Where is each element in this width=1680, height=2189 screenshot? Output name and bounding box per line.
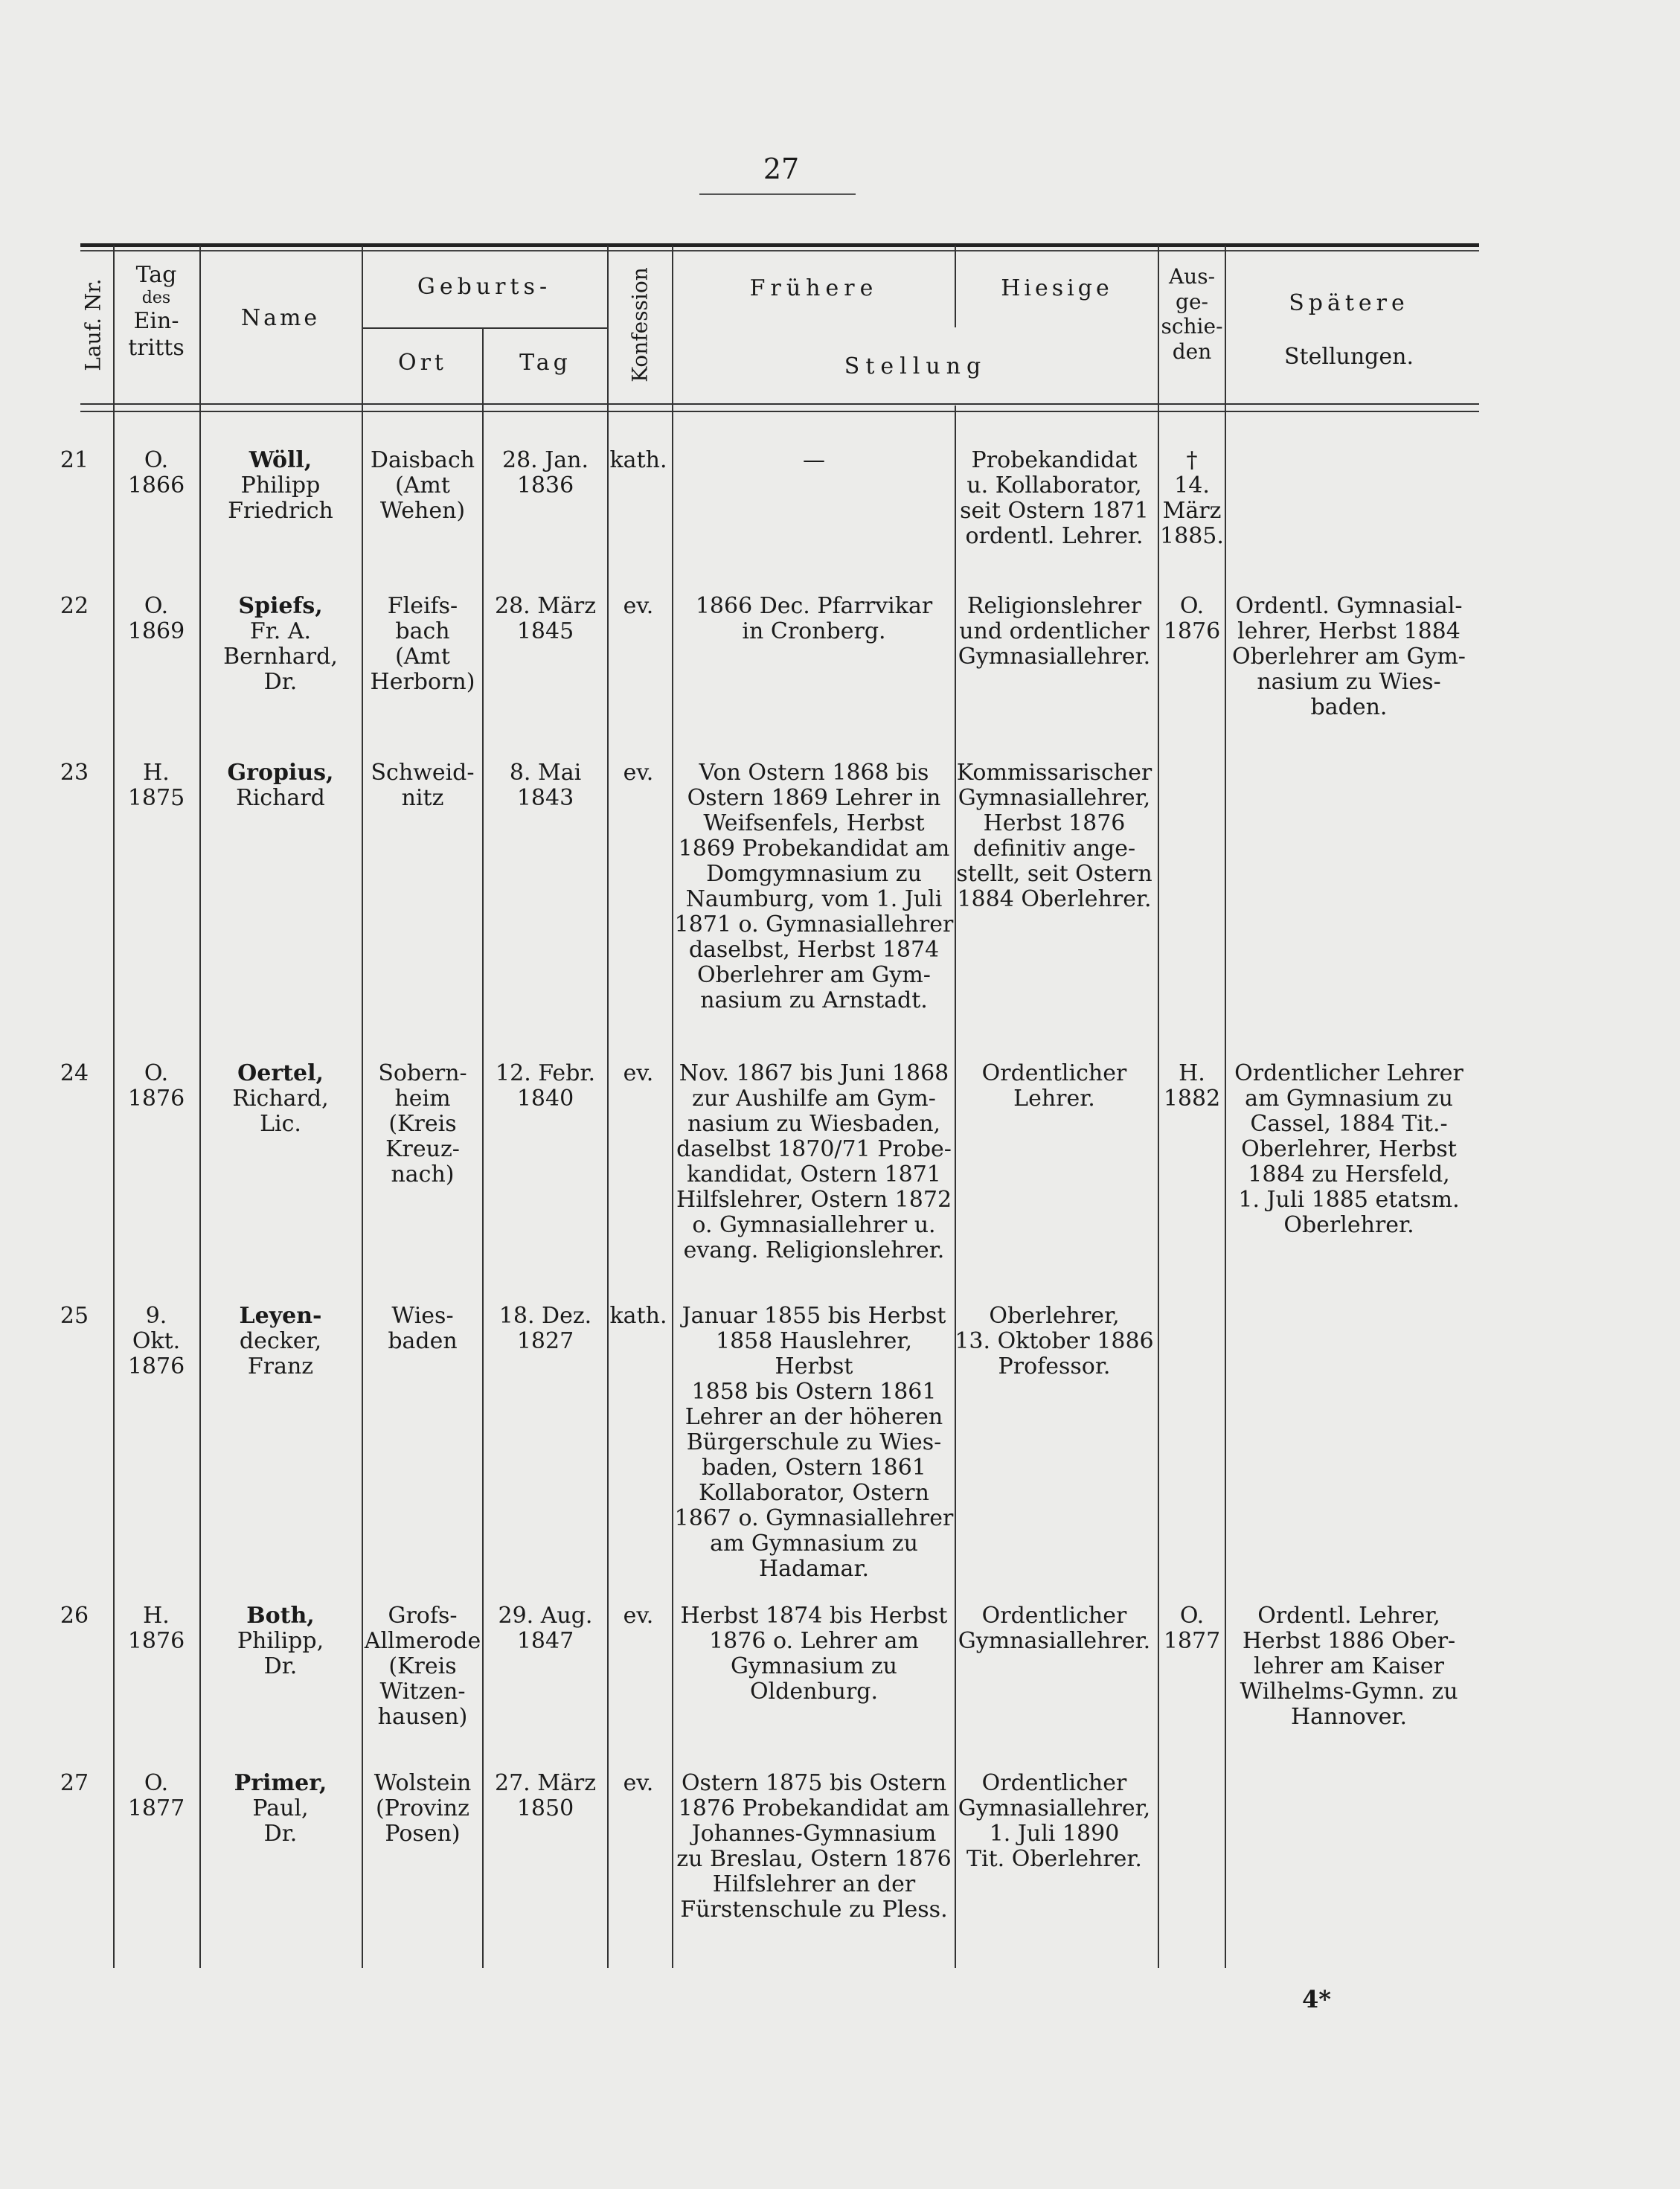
cell-ausgeschieden [1159, 448, 1225, 549]
cell-ort [363, 594, 482, 695]
cell-line: Wolstein [373, 1770, 472, 1796]
cell-line: 1866 Dec. Pfarrvikar [695, 593, 933, 619]
cell-line: Wies- [391, 1303, 454, 1329]
cell-line: daselbst 1870/71 Probe- [676, 1136, 952, 1162]
cell-line: 1. Juli 1890 [989, 1821, 1120, 1847]
cell-tag [484, 760, 607, 811]
cell-line: hausen) [377, 1704, 468, 1730]
cell-spaetere [1226, 1061, 1472, 1238]
cell-line: nach) [391, 1161, 455, 1188]
cell-line: Oberlehrer, Herbst [1241, 1136, 1457, 1162]
cell-line: (Kreis [388, 1111, 457, 1137]
cell-line: 1836 [516, 472, 574, 499]
cell-fruehere [673, 1304, 955, 1582]
cell-line: Herbst 1874 bis Herbst [680, 1603, 948, 1629]
cell-fruehere [673, 1061, 955, 1263]
cell-tag [484, 1304, 607, 1354]
cell-line: 12. Febr. [496, 1060, 595, 1086]
cell-nr [45, 1771, 104, 1796]
cell-ort [363, 760, 482, 811]
cell-line: u. Kollaborator, [966, 472, 1142, 499]
cell-line: zur Aushilfe am Gym- [692, 1086, 936, 1112]
cell-fruehere [673, 1603, 955, 1705]
cell-line: H. [1179, 1060, 1205, 1086]
cell-line: 1850 [516, 1795, 574, 1821]
cell-line: Herborn) [370, 669, 475, 695]
cell-line: Hilfslehrer, Ostern 1872 [676, 1187, 952, 1213]
cell-line: 1840 [516, 1086, 574, 1112]
cell-line: evang. Religionslehrer. [683, 1237, 945, 1263]
cell-line: Oberlehrer am Gym- [1232, 644, 1466, 670]
cell-line: O. [144, 1770, 169, 1796]
cell-line: 1867 o. Gymnasiallehrer [674, 1505, 954, 1531]
cell-line: Weifsenfels, Herbst [703, 810, 925, 836]
cell-eintritt [115, 594, 198, 644]
cell-konfession [597, 1771, 679, 1796]
cell-ort [363, 1304, 482, 1354]
cell-line: Kollaborator, Ostern [699, 1480, 929, 1506]
cell-line: Fleifs- [387, 593, 458, 619]
cell-name [201, 1061, 360, 1137]
cell-name [201, 760, 360, 811]
cell-line: H. [143, 1603, 170, 1629]
cell-line: 24 [60, 1060, 89, 1086]
cell-line: 1845 [516, 618, 574, 644]
cell-line: Fr. A. [249, 618, 312, 644]
cell-line: 1858 Hauslehrer, Herbst [716, 1328, 912, 1379]
cell-line: 1876 [127, 1353, 185, 1379]
header-line: Ein- [133, 308, 179, 335]
cell-line: baden [388, 1328, 458, 1354]
cell-line: bach [395, 618, 450, 644]
cell-line: 28. März [495, 593, 596, 619]
cell-nr [45, 1603, 104, 1629]
cell-line: Grofs- [388, 1603, 458, 1629]
cell-konfession [597, 1061, 679, 1086]
cell-name [201, 1603, 360, 1679]
cell-nr [45, 1061, 104, 1086]
cell-hiesige [943, 1304, 1165, 1379]
cell-line: 1875 [127, 785, 185, 811]
cell-line: (Amt [395, 644, 450, 670]
header-line: den [1172, 339, 1212, 364]
cell-line: Domgymnasium zu [706, 861, 922, 887]
cell-ort [363, 1603, 482, 1730]
cell-line: lehrer am Kaiser [1254, 1653, 1444, 1679]
cell-ausgeschieden [1159, 594, 1225, 644]
cell-nr [45, 1304, 104, 1329]
cell-tag [484, 594, 607, 644]
cell-line: Allmerode [364, 1628, 481, 1654]
cell-line: Fürstenschule zu Pless. [680, 1897, 948, 1923]
cell-konfession [597, 760, 679, 786]
cell-line: Tit. Oberlehrer. [966, 1846, 1142, 1872]
cell-line: 26 [60, 1603, 89, 1629]
cell-line: Lehrer. [1013, 1086, 1095, 1112]
cell-tag [484, 448, 607, 499]
cell-line: Hadamar. [758, 1556, 870, 1582]
cell-name [201, 1304, 360, 1379]
cell-line: 1877 [127, 1795, 185, 1821]
cell-name [201, 448, 360, 524]
cell-line: Schweid- [371, 760, 475, 786]
cell-konfession [597, 448, 679, 473]
cell-line: 21 [60, 447, 89, 473]
cell-line: 1869 Probekandidat am [678, 836, 950, 862]
cell-line: nitz [401, 785, 444, 811]
cell-line: 1876 Probekandidat am [678, 1795, 950, 1821]
cell-hiesige [943, 760, 1165, 912]
cell-nr [45, 448, 104, 473]
cell-line: Ordentlicher [981, 1603, 1127, 1629]
cell-line: Religionslehrer [966, 593, 1142, 619]
header-name: Name [240, 305, 321, 331]
cell-line: Primer, [234, 1770, 327, 1796]
cell-line: Gymnasium zu [731, 1653, 897, 1679]
cell-line: März [1162, 498, 1222, 524]
cell-line: Naumburg, vom 1. Juli [685, 886, 943, 912]
cell-eintritt [115, 1304, 198, 1379]
cell-line: Ostern 1875 bis Ostern [681, 1770, 947, 1796]
cell-line: 27 [60, 1770, 89, 1796]
cell-line: 1876 [127, 1086, 185, 1112]
cell-line: baden. [1310, 694, 1388, 720]
header-line: Aus- [1168, 264, 1216, 289]
cell-eintritt [115, 1771, 198, 1821]
cell-line: 18. Dez. [498, 1303, 592, 1329]
cell-konfession [597, 1304, 679, 1329]
cell-line: Daisbach [370, 447, 475, 473]
cell-line: Probekandidat [971, 447, 1138, 473]
cell-line: Wöll, [249, 447, 312, 473]
cell-line: Bürgerschule zu Wies- [686, 1429, 942, 1455]
cell-line: Hannover. [1290, 1704, 1408, 1730]
cell-hiesige [943, 448, 1165, 549]
cell-line: kath. [609, 447, 667, 473]
cell-hiesige [943, 1061, 1165, 1112]
cell-line: 1866 [127, 472, 185, 499]
header-stellungen: Stellungen. [1283, 344, 1414, 370]
cell-line: Wehen) [379, 498, 466, 524]
cell-line: Lehrer an der höheren [684, 1404, 943, 1430]
cell-line: Herbst 1876 [983, 810, 1126, 836]
cell-ort [363, 448, 482, 524]
cell-line: (Amt [395, 472, 450, 499]
header-konfession: Konfession [627, 267, 653, 382]
cell-line: 1877 [1163, 1628, 1221, 1654]
header-line: schie- [1161, 314, 1223, 339]
cell-line: Lic. [260, 1111, 301, 1137]
cell-line: nasium zu Wiesbaden, [687, 1111, 941, 1137]
cell-line: Kommissarischer [956, 760, 1152, 786]
header-spaetere: Spätere [1289, 290, 1409, 316]
cell-line: Cassel, 1884 Tit.- [1250, 1111, 1448, 1137]
cell-line: O. [144, 447, 169, 473]
cell-line: Ordentlicher [981, 1060, 1127, 1086]
cell-line: 1. Juli 1885 etatsm. [1238, 1187, 1460, 1213]
cell-line: baden, Ostern 1861 [702, 1455, 926, 1481]
cell-line: 1871 o. Gymnasiallehrer [674, 911, 954, 938]
cell-hiesige [943, 1603, 1165, 1654]
cell-tag [484, 1771, 607, 1821]
cell-line: Witzen- [379, 1679, 466, 1705]
table-top-rule [80, 243, 1479, 247]
cell-konfession [597, 594, 679, 619]
cell-line: 1882 [1163, 1086, 1221, 1112]
cell-line: zu Breslau, Ostern 1876 [676, 1846, 952, 1872]
cell-line: Ostern 1869 Lehrer in [687, 785, 941, 811]
header-line: des [141, 289, 171, 307]
header-line: Tag [135, 262, 177, 288]
cell-line: Nov. 1867 bis Juni 1868 [679, 1060, 949, 1086]
column-divider [482, 327, 484, 1968]
cell-line: 1869 [127, 618, 185, 644]
cell-line: — [803, 447, 825, 473]
cell-line: Gymnasiallehrer, [958, 1795, 1151, 1821]
page-number-rule [699, 193, 856, 195]
cell-line: Hilfslehrer an der [712, 1871, 916, 1897]
cell-line: Oberlehrer, [989, 1303, 1120, 1329]
header-fruehere: Frühere [749, 275, 879, 301]
cell-line: stellt, seit Ostern [956, 861, 1152, 887]
cell-line: Gymnasiallehrer, [958, 785, 1151, 811]
cell-spaetere [1226, 594, 1472, 720]
cell-line: am Gymnasium zu [710, 1531, 918, 1557]
cell-line: Sobern- [378, 1060, 467, 1086]
header-tag: Tag [519, 350, 571, 376]
cell-line: Gymnasiallehrer. [958, 1628, 1151, 1654]
cell-line: Dr. [263, 1653, 298, 1679]
cell-line: 9. [145, 1303, 167, 1329]
cell-line: Ordentlicher Lehrer [1234, 1060, 1463, 1086]
cell-line: 1847 [516, 1628, 574, 1654]
cell-konfession [597, 1603, 679, 1629]
header-line: ge- [1176, 289, 1208, 314]
cell-eintritt [115, 1061, 198, 1112]
cell-line: 28. Jan. [501, 447, 589, 473]
cell-line: seit Ostern 1871 [960, 498, 1149, 524]
header-hiesige: Hiesige [1001, 275, 1113, 301]
cell-line: definitiv ange- [972, 836, 1136, 862]
cell-line: 1884 zu Hersfeld, [1248, 1161, 1450, 1188]
cell-line: 1884 Oberlehrer. [957, 886, 1152, 912]
cell-line: O. [1179, 1603, 1205, 1629]
cell-line: am Gymnasium zu [1245, 1086, 1453, 1112]
cell-line: 13. Oktober 1886 [955, 1328, 1154, 1354]
cell-line: Richard, [232, 1086, 329, 1112]
cell-hiesige [943, 1771, 1165, 1872]
cell-line: 23 [60, 760, 89, 786]
cell-line: nasium zu Arnstadt. [700, 987, 928, 1013]
cell-line: lehrer, Herbst 1884 [1237, 618, 1461, 644]
cell-line: Wilhelms-Gymn. zu [1240, 1679, 1458, 1705]
page-number: 27 [763, 153, 800, 185]
cell-line: 1858 bis Ostern 1861 [691, 1379, 937, 1405]
cell-line: H. [143, 760, 170, 786]
cell-spaetere [1226, 1603, 1472, 1730]
header-line: tritts [128, 335, 185, 362]
cell-line: ev. [623, 1770, 654, 1796]
cell-tag [484, 1061, 607, 1112]
table-top-rule-thin [80, 250, 1479, 251]
header-geburts: Geburts- [417, 274, 552, 300]
cell-line: Posen) [385, 1821, 461, 1847]
header-lauf-nr: Lauf. Nr. [80, 278, 106, 371]
cell-fruehere [673, 760, 955, 1013]
cell-line: Both, [246, 1603, 315, 1629]
cell-line: O. [144, 1060, 169, 1086]
cell-line: Oberlehrer. [1283, 1212, 1414, 1238]
cell-line: o. Gymnasiallehrer u. [692, 1212, 936, 1238]
cell-line: Bernhard, [223, 644, 338, 670]
signature-mark: 4* [1302, 1985, 1331, 2013]
cell-line: Kreuz- [385, 1136, 460, 1162]
cell-line: 1827 [516, 1328, 574, 1354]
cell-line: Philipp [240, 472, 321, 499]
cell-line: Spiefs, [238, 593, 323, 619]
cell-ort [363, 1771, 482, 1847]
cell-line: 25 [60, 1303, 89, 1329]
cell-line: O. [1179, 593, 1205, 619]
cell-name [201, 594, 360, 695]
cell-line: Johannes-Gymnasium [691, 1821, 937, 1847]
cell-line: Ordentl. Lehrer, [1257, 1603, 1440, 1629]
cell-line: ordentl. Lehrer. [965, 523, 1144, 549]
cell-line: O. [144, 593, 169, 619]
header-subrule [362, 327, 607, 329]
cell-line: Oertel, [237, 1060, 324, 1086]
header-ort: Ort [398, 350, 447, 376]
cell-line: Ordentlicher [981, 1770, 1127, 1796]
cell-line: 1876 [127, 1628, 185, 1654]
cell-fruehere [673, 448, 955, 473]
column-divider [607, 246, 609, 1968]
header-stellung: Stellung [844, 353, 987, 379]
cell-line: Professor. [998, 1353, 1111, 1379]
cell-fruehere [673, 594, 955, 644]
cell-nr [45, 594, 104, 619]
cell-line: 1876 o. Lehrer am [709, 1628, 919, 1654]
cell-line: kath. [609, 1303, 667, 1329]
cell-line: 27. März [495, 1770, 596, 1796]
cell-ausgeschieden [1159, 1061, 1225, 1112]
cell-line: Gropius, [227, 760, 334, 786]
cell-line: (Provinz [376, 1795, 469, 1821]
cell-eintritt [115, 448, 198, 499]
cell-line: 14. [1174, 472, 1210, 499]
cell-line: kandidat, Ostern 1871 [687, 1161, 941, 1188]
cell-line: Von Ostern 1868 bis [699, 760, 929, 786]
cell-line: in Cronberg. [742, 618, 886, 644]
cell-line: heim [394, 1086, 451, 1112]
cell-line: ev. [623, 1060, 654, 1086]
cell-line: Paul, [252, 1795, 309, 1821]
cell-hiesige [943, 594, 1165, 670]
cell-line: Januar 1855 bis Herbst [682, 1303, 946, 1329]
cell-line: 8. Mai [509, 760, 582, 786]
cell-line: ev. [623, 760, 654, 786]
cell-line: 22 [60, 593, 89, 619]
header-bottom-rule [80, 403, 1479, 405]
cell-line: ev. [623, 593, 654, 619]
header-ausgeschieden [1159, 264, 1225, 364]
cell-eintritt [115, 1603, 198, 1654]
cell-line: Oldenburg. [749, 1679, 879, 1705]
cell-line: 1876 [1163, 618, 1221, 644]
cell-ort [363, 1061, 482, 1188]
cell-line: Oberlehrer am Gym- [697, 962, 931, 988]
cell-line: 1843 [516, 785, 574, 811]
cell-line: ev. [623, 1603, 654, 1629]
cell-line: 1885. [1160, 523, 1224, 549]
cell-line: Friedrich [228, 498, 333, 524]
cell-line: Herbst 1886 Ober- [1242, 1628, 1456, 1654]
cell-line: Richard [236, 785, 325, 811]
cell-line: Leyen- [239, 1303, 322, 1329]
cell-line: Philipp, [237, 1628, 324, 1654]
header-tag-des-eintritts [115, 262, 198, 362]
cell-line: 29. Aug. [498, 1603, 593, 1629]
cell-tag [484, 1603, 607, 1654]
cell-line: daselbst, Herbst 1874 [688, 937, 940, 963]
cell-line: Ordentl. Gymnasial- [1235, 593, 1463, 619]
cell-line: Franz [247, 1353, 314, 1379]
cell-line: Dr. [263, 1821, 298, 1847]
cell-line: und ordentlicher [959, 618, 1150, 644]
cell-line: (Kreis [388, 1653, 457, 1679]
cell-line: † [1186, 447, 1198, 473]
cell-fruehere [673, 1771, 955, 1923]
cell-line: nasium zu Wies- [1257, 669, 1441, 695]
cell-line: Dr. [263, 669, 298, 695]
cell-line: Okt. [132, 1328, 181, 1354]
cell-nr [45, 760, 104, 786]
cell-line: Gymnasiallehrer. [958, 644, 1151, 670]
cell-eintritt [115, 760, 198, 811]
cell-name [201, 1771, 360, 1847]
cell-line: decker, [239, 1328, 322, 1354]
header-bottom-rule-2 [80, 411, 1479, 412]
cell-ausgeschieden [1159, 1603, 1225, 1654]
